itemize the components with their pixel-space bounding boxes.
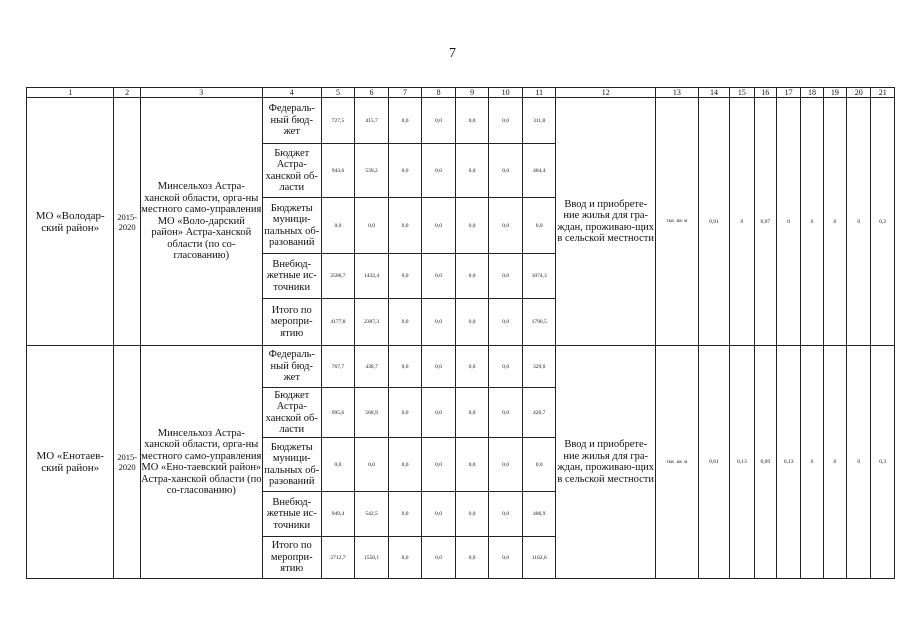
indicator-cell: 0 [801, 346, 823, 579]
indicator-cell: 0,61 [698, 346, 730, 579]
indicator-cell: 0,2 [871, 98, 895, 346]
header-cell: 8 [422, 88, 456, 98]
value-cell: 0,0 [455, 438, 489, 492]
value-cell: 542,5 [355, 492, 389, 537]
value-cell: 539,2 [355, 144, 389, 198]
value-cell: 0,0 [489, 537, 523, 579]
value-cell: 0,0 [489, 144, 523, 198]
value-cell: 0,0 [422, 198, 456, 254]
indicator-cell: 0 [823, 346, 846, 579]
funding-source-cell: Бюджеты муници-пальных об-разований [262, 198, 321, 254]
value-cell: 311,8 [522, 98, 556, 144]
activity-cell: Ввод и приобрете-ние жилья для гра-ждан, проживаю-щих в сельской местности [556, 98, 656, 346]
indicator-cell: 0,09 [754, 346, 776, 579]
header-cell: 19 [823, 88, 846, 98]
header-cell: 2 [114, 88, 140, 98]
value-cell: 0,0 [388, 198, 422, 254]
value-cell: 2506,7 [321, 254, 355, 299]
value-cell: 0,0 [489, 438, 523, 492]
table-row [27, 346, 895, 388]
value-cell: 0,0 [455, 254, 489, 299]
municipality-cell: МО «Енотаев-ский район» [27, 346, 114, 579]
funding-source-cell: Федераль-ный бюд-жет [262, 346, 321, 388]
value-cell: 1074,3 [522, 254, 556, 299]
indicator-cell: 0 [730, 98, 754, 346]
header-cell: 10 [489, 88, 523, 98]
value-cell: 0,0 [489, 388, 523, 438]
value-cell: 943,6 [321, 144, 355, 198]
header-cell: 15 [730, 88, 754, 98]
unit-cell: тыс. кв. м [656, 98, 699, 346]
value-cell: 0,0 [388, 537, 422, 579]
value-cell: 949,4 [321, 492, 355, 537]
value-cell: 0,0 [388, 299, 422, 346]
value-cell: 0,0 [422, 144, 456, 198]
municipality-cell: МО «Володар-ский район» [27, 98, 114, 346]
value-cell: 404,4 [522, 144, 556, 198]
value-cell: 0,0 [388, 254, 422, 299]
indicator-cell: 0 [847, 98, 871, 346]
value-cell: 0,0 [489, 346, 523, 388]
activity-cell: Ввод и приобрете-ние жилья для гра-ждан, проживаю-щих в сельской местности [556, 346, 656, 579]
value-cell: 1790,5 [522, 299, 556, 346]
value-cell: 727,5 [321, 98, 355, 144]
value-cell: 0,0 [489, 492, 523, 537]
funding-source-cell: Итого по меропри-ятию [262, 537, 321, 579]
value-cell: 0,0 [422, 388, 456, 438]
value-cell: 0,0 [355, 198, 389, 254]
value-cell: 438,7 [355, 346, 389, 388]
value-cell: 0,0 [321, 198, 355, 254]
value-cell: 0,0 [455, 537, 489, 579]
value-cell: 0,0 [422, 299, 456, 346]
value-cell: 415,7 [355, 98, 389, 144]
indicator-cell: 0 [847, 346, 871, 579]
value-cell: 0,0 [455, 98, 489, 144]
value-cell: 426,7 [522, 388, 556, 438]
value-cell: 0,0 [455, 388, 489, 438]
value-cell: 0,0 [455, 198, 489, 254]
value-cell: 0,0 [388, 346, 422, 388]
value-cell: 0,0 [422, 537, 456, 579]
value-cell: 0,0 [455, 144, 489, 198]
value-cell: 0,0 [355, 438, 389, 492]
value-cell: 0,0 [455, 299, 489, 346]
program-table [26, 87, 895, 579]
unit-cell: тыс. кв. м [656, 346, 699, 579]
funding-source-cell: Бюджеты муници-пальных об-разований [262, 438, 321, 492]
value-cell: 0,0 [422, 346, 456, 388]
value-cell: 2387,3 [355, 299, 389, 346]
header-cell: 9 [455, 88, 489, 98]
header-cell: 7 [388, 88, 422, 98]
funding-source-cell: Внебюд-жетные ис-точники [262, 492, 321, 537]
years-cell: 2015-2020 [114, 346, 140, 579]
value-cell: 0,0 [422, 438, 456, 492]
value-cell: 0,0 [388, 144, 422, 198]
value-cell: 0,0 [422, 98, 456, 144]
funding-source-cell: Федераль-ный бюд-жет [262, 98, 321, 144]
value-cell: 4177,8 [321, 299, 355, 346]
indicator-cell: 0 [801, 98, 823, 346]
value-cell: 2712,7 [321, 537, 355, 579]
header-cell: 13 [656, 88, 699, 98]
header-cell: 4 [262, 88, 321, 98]
header-cell: 3 [140, 88, 262, 98]
value-cell: 995,6 [321, 388, 355, 438]
indicator-cell: 0,07 [754, 98, 776, 346]
executor-cell: Минсельхоз Астра-ханской области, орга-ны местного само-управления МО «Воло-дарский район» Астра-ханской области (по со-гласованию) [140, 98, 262, 346]
value-cell: 0,0 [422, 254, 456, 299]
header-cell: 16 [754, 88, 776, 98]
header-cell: 1 [27, 88, 114, 98]
header-cell: 14 [698, 88, 730, 98]
value-cell: 329,0 [522, 346, 556, 388]
years-cell: 2015-2020 [114, 98, 140, 346]
indicator-cell: 0,91 [698, 98, 730, 346]
table-row [27, 98, 895, 144]
value-cell: 1432,4 [355, 254, 389, 299]
value-cell: 0,0 [388, 388, 422, 438]
value-cell: 0,0 [522, 438, 556, 492]
value-cell: 0,0 [321, 438, 355, 492]
value-cell: 1550,1 [355, 537, 389, 579]
indicator-cell: 0,3 [871, 346, 895, 579]
value-cell: 0,0 [388, 492, 422, 537]
value-cell: 0,0 [455, 346, 489, 388]
header-cell: 20 [847, 88, 871, 98]
indicator-cell: 0 [823, 98, 846, 346]
header-cell: 17 [776, 88, 800, 98]
indicator-cell: 0,13 [776, 346, 800, 579]
value-cell: 0,0 [422, 492, 456, 537]
header-cell: 6 [355, 88, 389, 98]
value-cell: 767,7 [321, 346, 355, 388]
page-number: 7 [449, 46, 456, 61]
funding-source-cell: Бюджет Астра-ханской об-ласти [262, 144, 321, 198]
funding-source-cell: Бюджет Астра-ханской об-ласти [262, 388, 321, 438]
header-row [27, 88, 895, 98]
funding-source-cell: Внебюд-жетные ис-точники [262, 254, 321, 299]
executor-cell: Минсельхоз Астра-ханской области, орга-ны местного само-управления МО «Ено-таевский район» Астра-ханской области (по со-гласованию) [140, 346, 262, 579]
value-cell: 0,0 [489, 98, 523, 144]
header-cell: 5 [321, 88, 355, 98]
value-cell: 0,0 [522, 198, 556, 254]
header-cell: 11 [522, 88, 556, 98]
header-cell: 21 [871, 88, 895, 98]
value-cell: 0,0 [388, 98, 422, 144]
header-cell: 18 [801, 88, 823, 98]
indicator-cell: 0,13 [730, 346, 754, 579]
value-cell: 0,0 [455, 492, 489, 537]
value-cell: 568,9 [355, 388, 389, 438]
header-cell: 12 [556, 88, 656, 98]
value-cell: 406,9 [522, 492, 556, 537]
value-cell: 1162,6 [522, 537, 556, 579]
value-cell: 0,0 [489, 198, 523, 254]
value-cell: 0,0 [388, 438, 422, 492]
value-cell: 0,0 [489, 254, 523, 299]
funding-source-cell: Итого по меропри-ятию [262, 299, 321, 346]
value-cell: 0,0 [489, 299, 523, 346]
indicator-cell: 0 [776, 98, 800, 346]
